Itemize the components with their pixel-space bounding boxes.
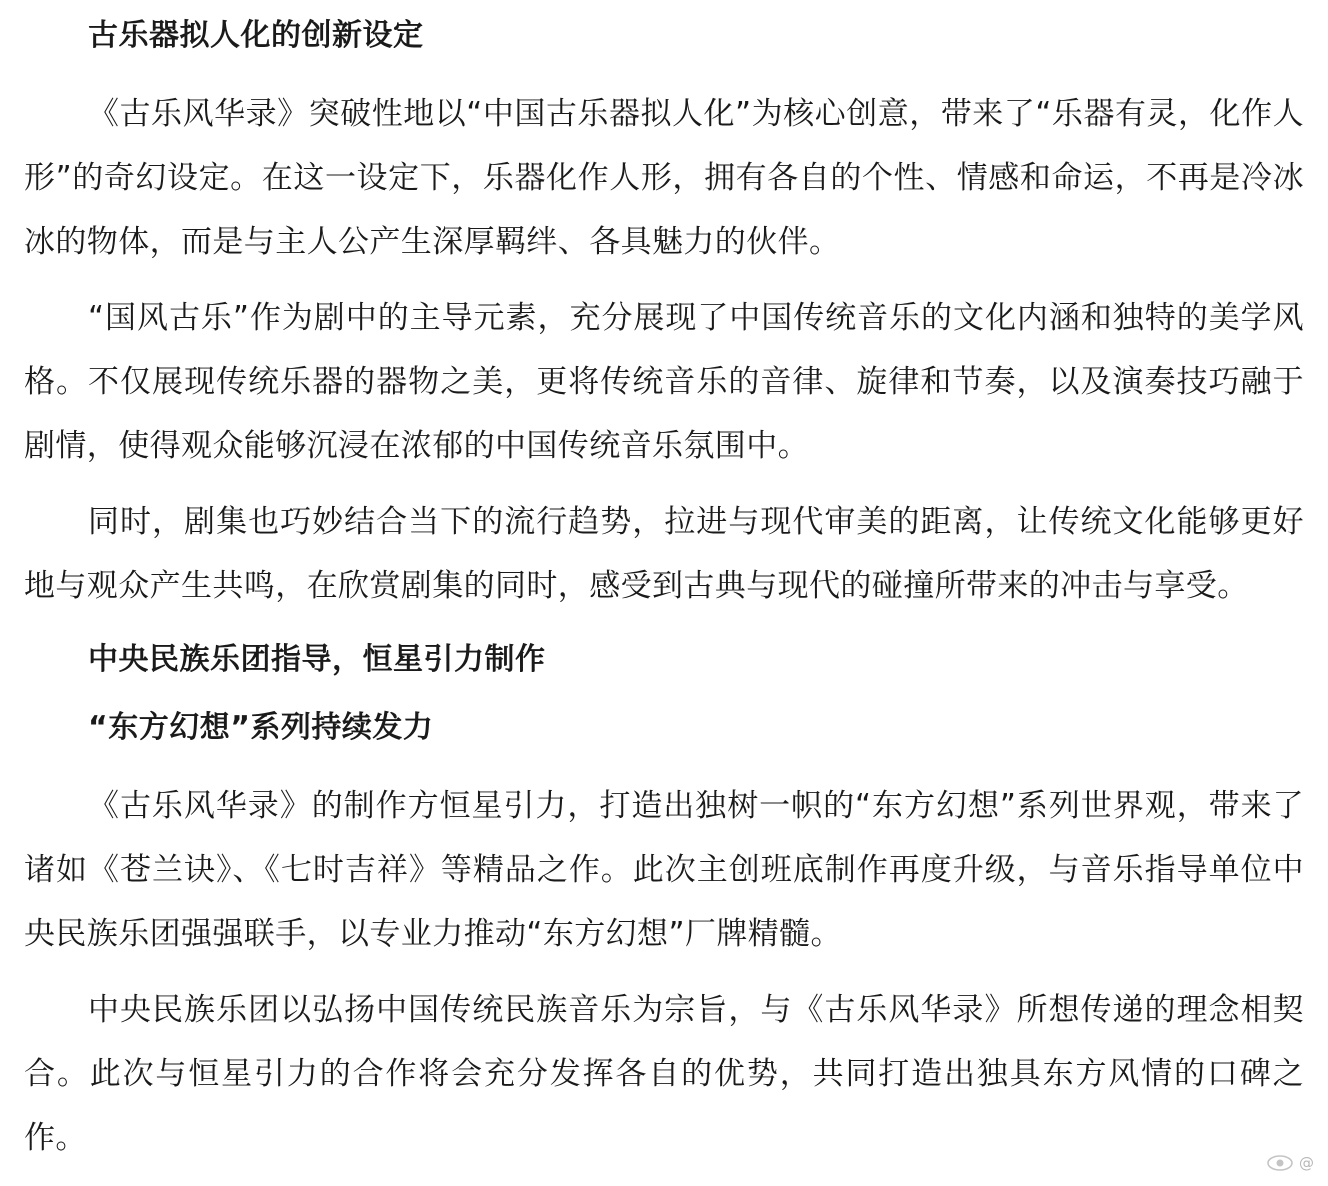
paragraph-orchestra: 中央民族乐团以弘扬中国传统民族音乐为宗旨，与《古乐风华录》所想传递的理念相契合。此次与恒星引力的合作将会充分发挥各自的优势，共同打造出独具东方风情的口碑之作。 — [24, 992, 1304, 1156]
article-body — [24, 14, 1304, 1170]
paragraph-modern-trend: 同时，剧集也巧妙结合当下的流行趋势，拉进与现代审美的距离，让传统文化能够更好地与观众产生共鸣，在欣赏剧集的同时，感受到古典与现代的碰撞所带来的冲击与享受。 — [24, 504, 1304, 604]
paragraph-personification-setting: 《古乐风华录》突破性地以“中国古乐器拟人化”为核心创意，带来了“乐器有灵，化作人形”的奇幻设定。在这一设定下，乐器化作人形，拥有各自的个性、情感和命运，不再是冷冰冰的物体，而是与主人公产生深厚羁绊、各具魅力的伙伴。 — [24, 96, 1304, 260]
weibo-eye-icon — [1267, 1154, 1293, 1172]
paragraph-guofeng-music: “国风古乐”作为剧中的主导元素，充分展现了中国传统音乐的文化内涵和独特的美学风格。不仅展现传统乐器的器物之美，更将传统音乐的音律、旋律和节奏，以及演奏技巧融于剧情，使得观众能够沉浸在浓郁的中国传统音乐氛围中。 — [24, 300, 1304, 464]
paragraph-producer: 《古乐风华录》的制作方恒星引力，打造出独树一帜的“东方幻想”系列世界观，带来了诸如《苍兰诀》、《七时吉祥》等精品之作。此次主创班底制作再度升级，与音乐指导单位中央民族乐团强强联手，以专业力推动“东方幻想”厂牌精髓。 — [24, 788, 1304, 952]
section-heading-instrument-personification: 古乐器拟人化的创新设定 — [88, 18, 424, 53]
section-heading-eastern-fantasy: “东方幻想”系列持续发力 — [88, 710, 434, 745]
watermark-handle: @ — [1299, 1154, 1314, 1172]
section-heading-orchestra-guidance: 中央民族乐团指导，恒星引力制作 — [88, 642, 546, 677]
watermark — [1267, 1154, 1314, 1172]
